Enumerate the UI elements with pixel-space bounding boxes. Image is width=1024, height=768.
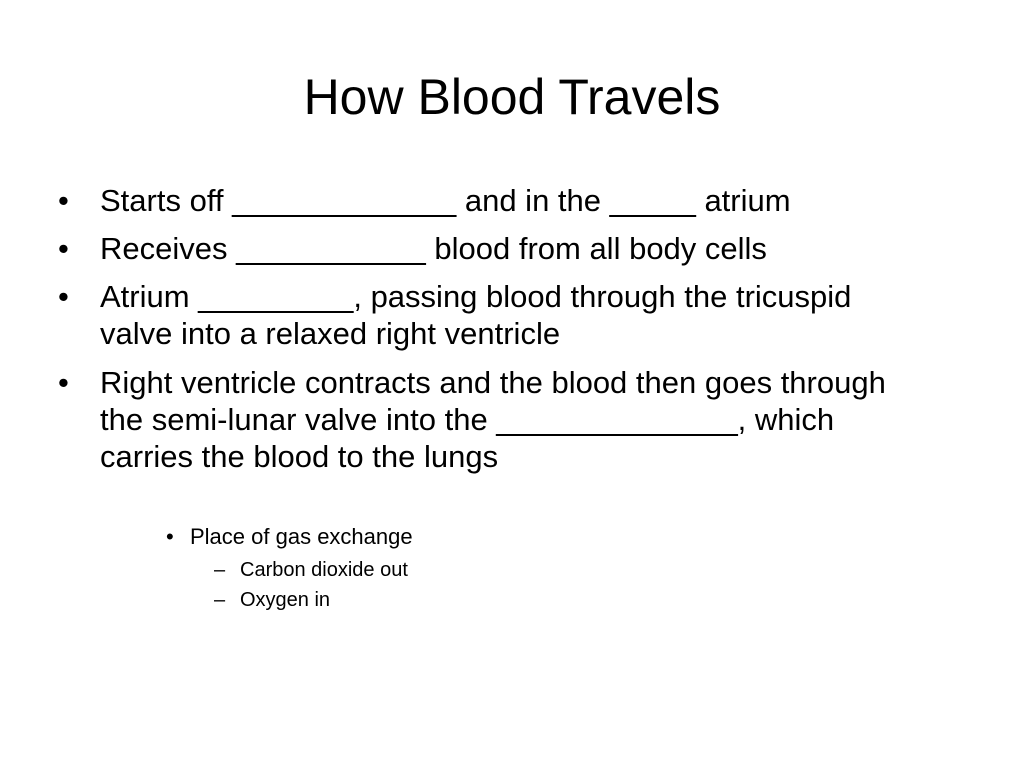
sub-bullet-text: Place of gas exchange	[190, 524, 413, 549]
bullet-text: Starts off _____________ and in the _____ atrium	[100, 183, 791, 218]
bullet-text: Atrium _________, passing blood through the tricuspid valve into a relaxed right ventricle	[100, 279, 852, 351]
sub-bullet-item	[166, 523, 766, 551]
bullet-item	[58, 230, 958, 267]
dash-marker: –	[214, 589, 226, 611]
dash-marker: –	[214, 559, 226, 581]
bullet-text: Receives ___________ blood from all body cells	[100, 231, 767, 266]
bullet-text: Right ventricle contracts and the blood then goes through the semi-lunar valve into the ______________, which carries the blood to the lungs	[100, 365, 886, 474]
sub-sub-bullet-item	[214, 557, 814, 583]
bullet-marker: •	[58, 365, 69, 400]
slide-title: How Blood Travels	[303, 69, 721, 125]
bullet-marker: •	[58, 231, 69, 266]
sub-sub-bullet-text: Oxygen in	[240, 589, 331, 611]
bullet-item	[58, 278, 958, 352]
bullet-item	[58, 182, 958, 219]
sub-sub-bullet-item	[214, 587, 814, 613]
bullet-marker: •	[58, 183, 69, 218]
sub-sub-bullet-text: Carbon dioxide out	[240, 559, 408, 581]
bullet-item	[58, 364, 958, 475]
sub-bullet-marker: •	[166, 524, 174, 549]
bullet-marker: •	[58, 279, 69, 314]
